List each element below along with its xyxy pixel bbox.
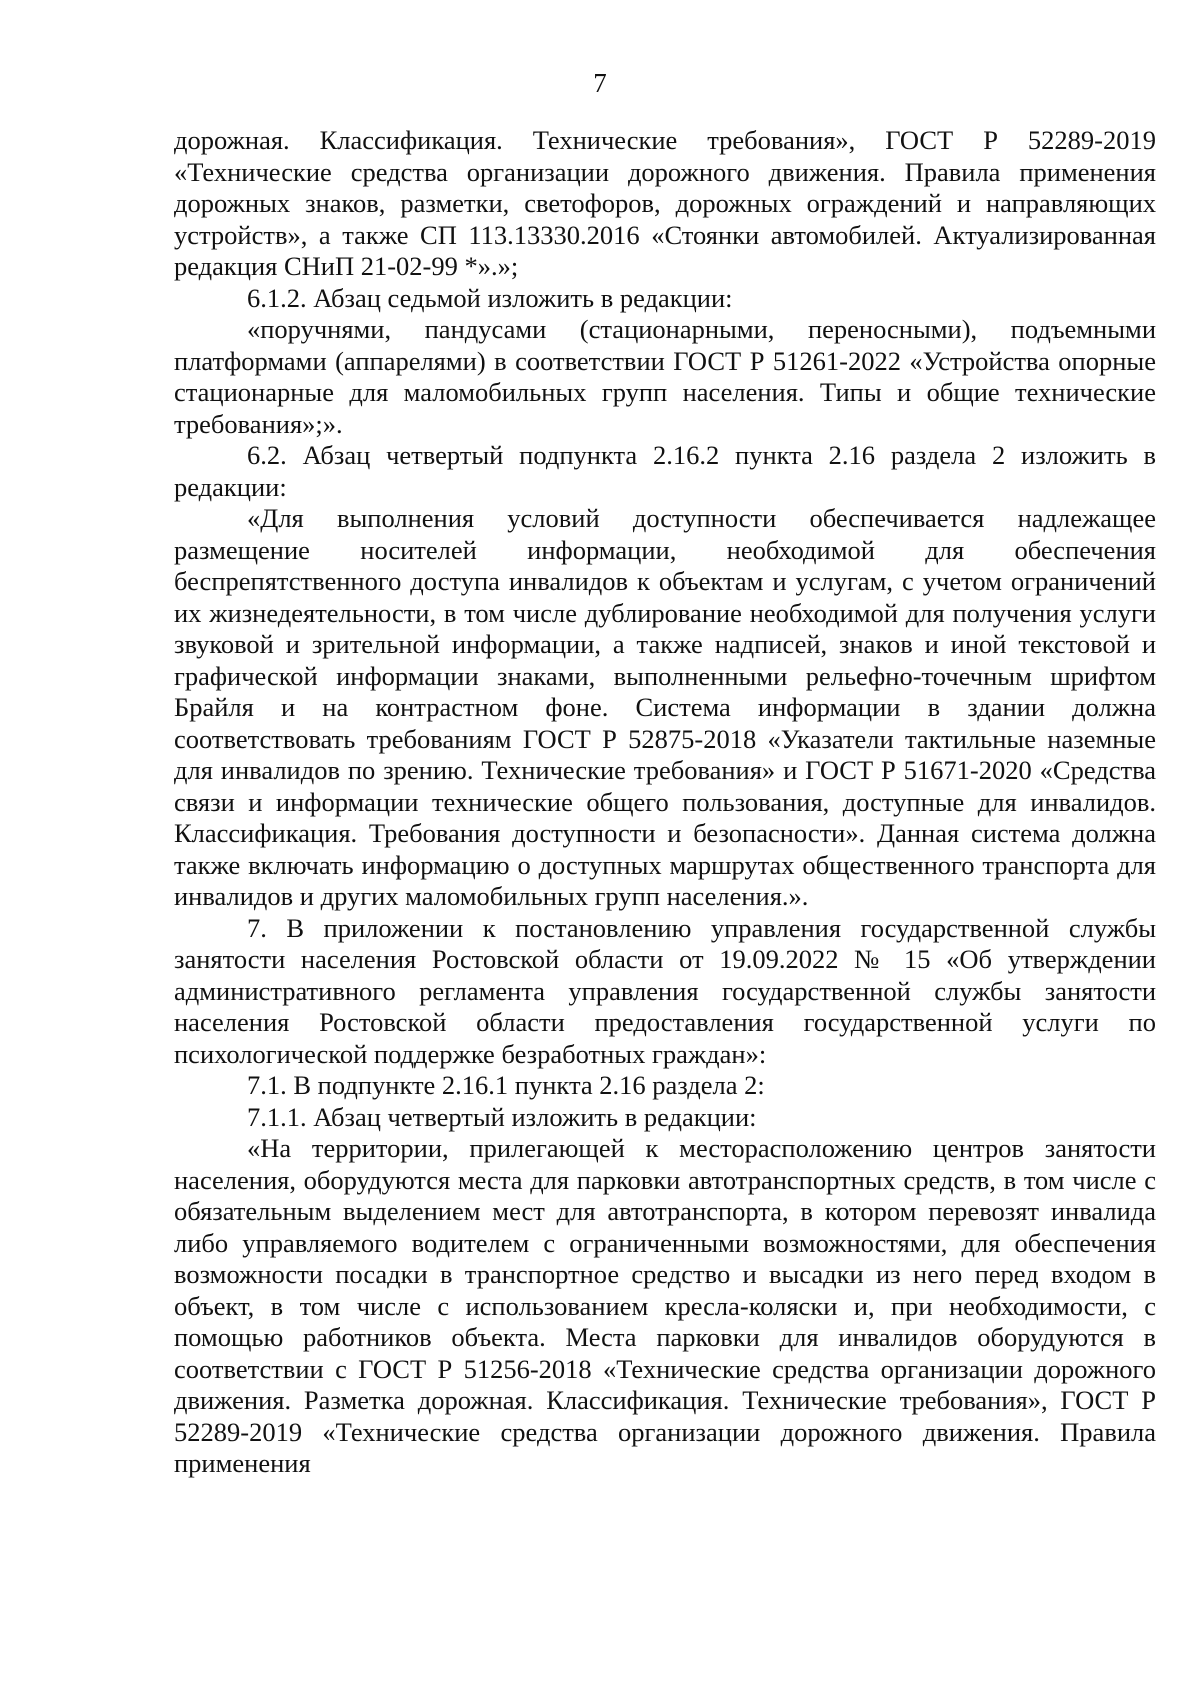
paragraph-continuation: дорожная. Классификация. Технические требования», ГОСТ Р 52289-2019 «Технические средства организации дорожного движения. Правила применения дорожных знаков, разметки, светофоров, дорожных ограждений и направляющих устройств», а также СП 113.13330.2016 «Стоянки автомобилей. Актуализированная редакция СНиП 21-02-99 *».»; bbox=[174, 125, 1156, 281]
paragraph-quote-parking: «На территории, прилегающей к месторасположению центров занятости населения, оборудуются места для парковки автотранспортных средств, в том числе с обязательным выделением мест для автотранспорта, в котором перевозят инвалида либо управляемого водителем с ограниченными возможностями, для обеспечения возможности посадки в транспортное средство и высадки из него перед входом в объект, в том числе с использованием кресла-коляски и, при необходимости, с помощью работников объекта. Места парковки для инвалидов оборудуются в соответствии с ГОСТ Р 51256-2018 «Технические средства организации дорожного движения. Разметка дорожная. Классификация. Технические требования», ГОСТ Р 52289-2019 «Технические средства организации дорожного движения. Правила применения bbox=[174, 1133, 1156, 1478]
paragraph-quote-handrails: «поручнями, пандусами (стационарными, переносными), подъемными платформами (аппарелями) в соответствии ГОСТ Р 51261-2022 «Устройства опорные стационарные для маломобильных групп населения. Типы и общие технические требования»;». bbox=[174, 314, 1156, 439]
paragraph-7: 7. В приложении к постановлению управления государственной службы занятости населения Ростовской области от 19.09.2022 № 15 «Об утверждении административного регламента управления государственной службы занятости населения Ростовской области предоставления государственной услуги по психологической поддержке безработных граждан»: bbox=[174, 912, 1156, 1069]
paragraph-6-2: 6.2. Абзац четвертый подпункта 2.16.2 пункта 2.16 раздела 2 изложить в редакции: bbox=[174, 440, 1156, 502]
paragraph-quote-accessibility: «Для выполнения условий доступности обеспечивается надлежащее размещение носителей информации, необходимой для обеспечения беспрепятственного доступа инвалидов к объектам и услугам, с учетом ограничений их жизнедеятельности, в том числе дублирование необходимой для получения услуги звуковой и зрительной информации, а также надписей, знаков и иной текстовой и графической информации знаками, выполненными рельефно-точечным шрифтом Брайля и на контрастном фоне. Система информации в здании должна соответствовать требованиям ГОСТ Р 52875-2018 «Указатели тактильные наземные для инвалидов по зрению. Технические требования» и ГОСТ Р 51671-2020 «Средства связи и информации технические общего пользования, доступные для инвалидов. Классификация. Требования доступности и безопасности». Данная система должна также включать информацию о доступных маршрутах общественного транспорта для инвалидов и других маломобильных групп населения.». bbox=[174, 503, 1156, 911]
paragraph-7-1-1: 7.1.1. Абзац четвертый изложить в редакции: bbox=[247, 1101, 757, 1132]
paragraph-7-1: 7.1. В подпункте 2.16.1 пункта 2.16 раздела 2: bbox=[247, 1070, 765, 1100]
page-number: 7 bbox=[593, 68, 607, 98]
paragraph-6-1-2: 6.1.2. Абзац седьмой изложить в редакции: bbox=[247, 282, 733, 313]
document-body bbox=[174, 125, 1156, 1480]
